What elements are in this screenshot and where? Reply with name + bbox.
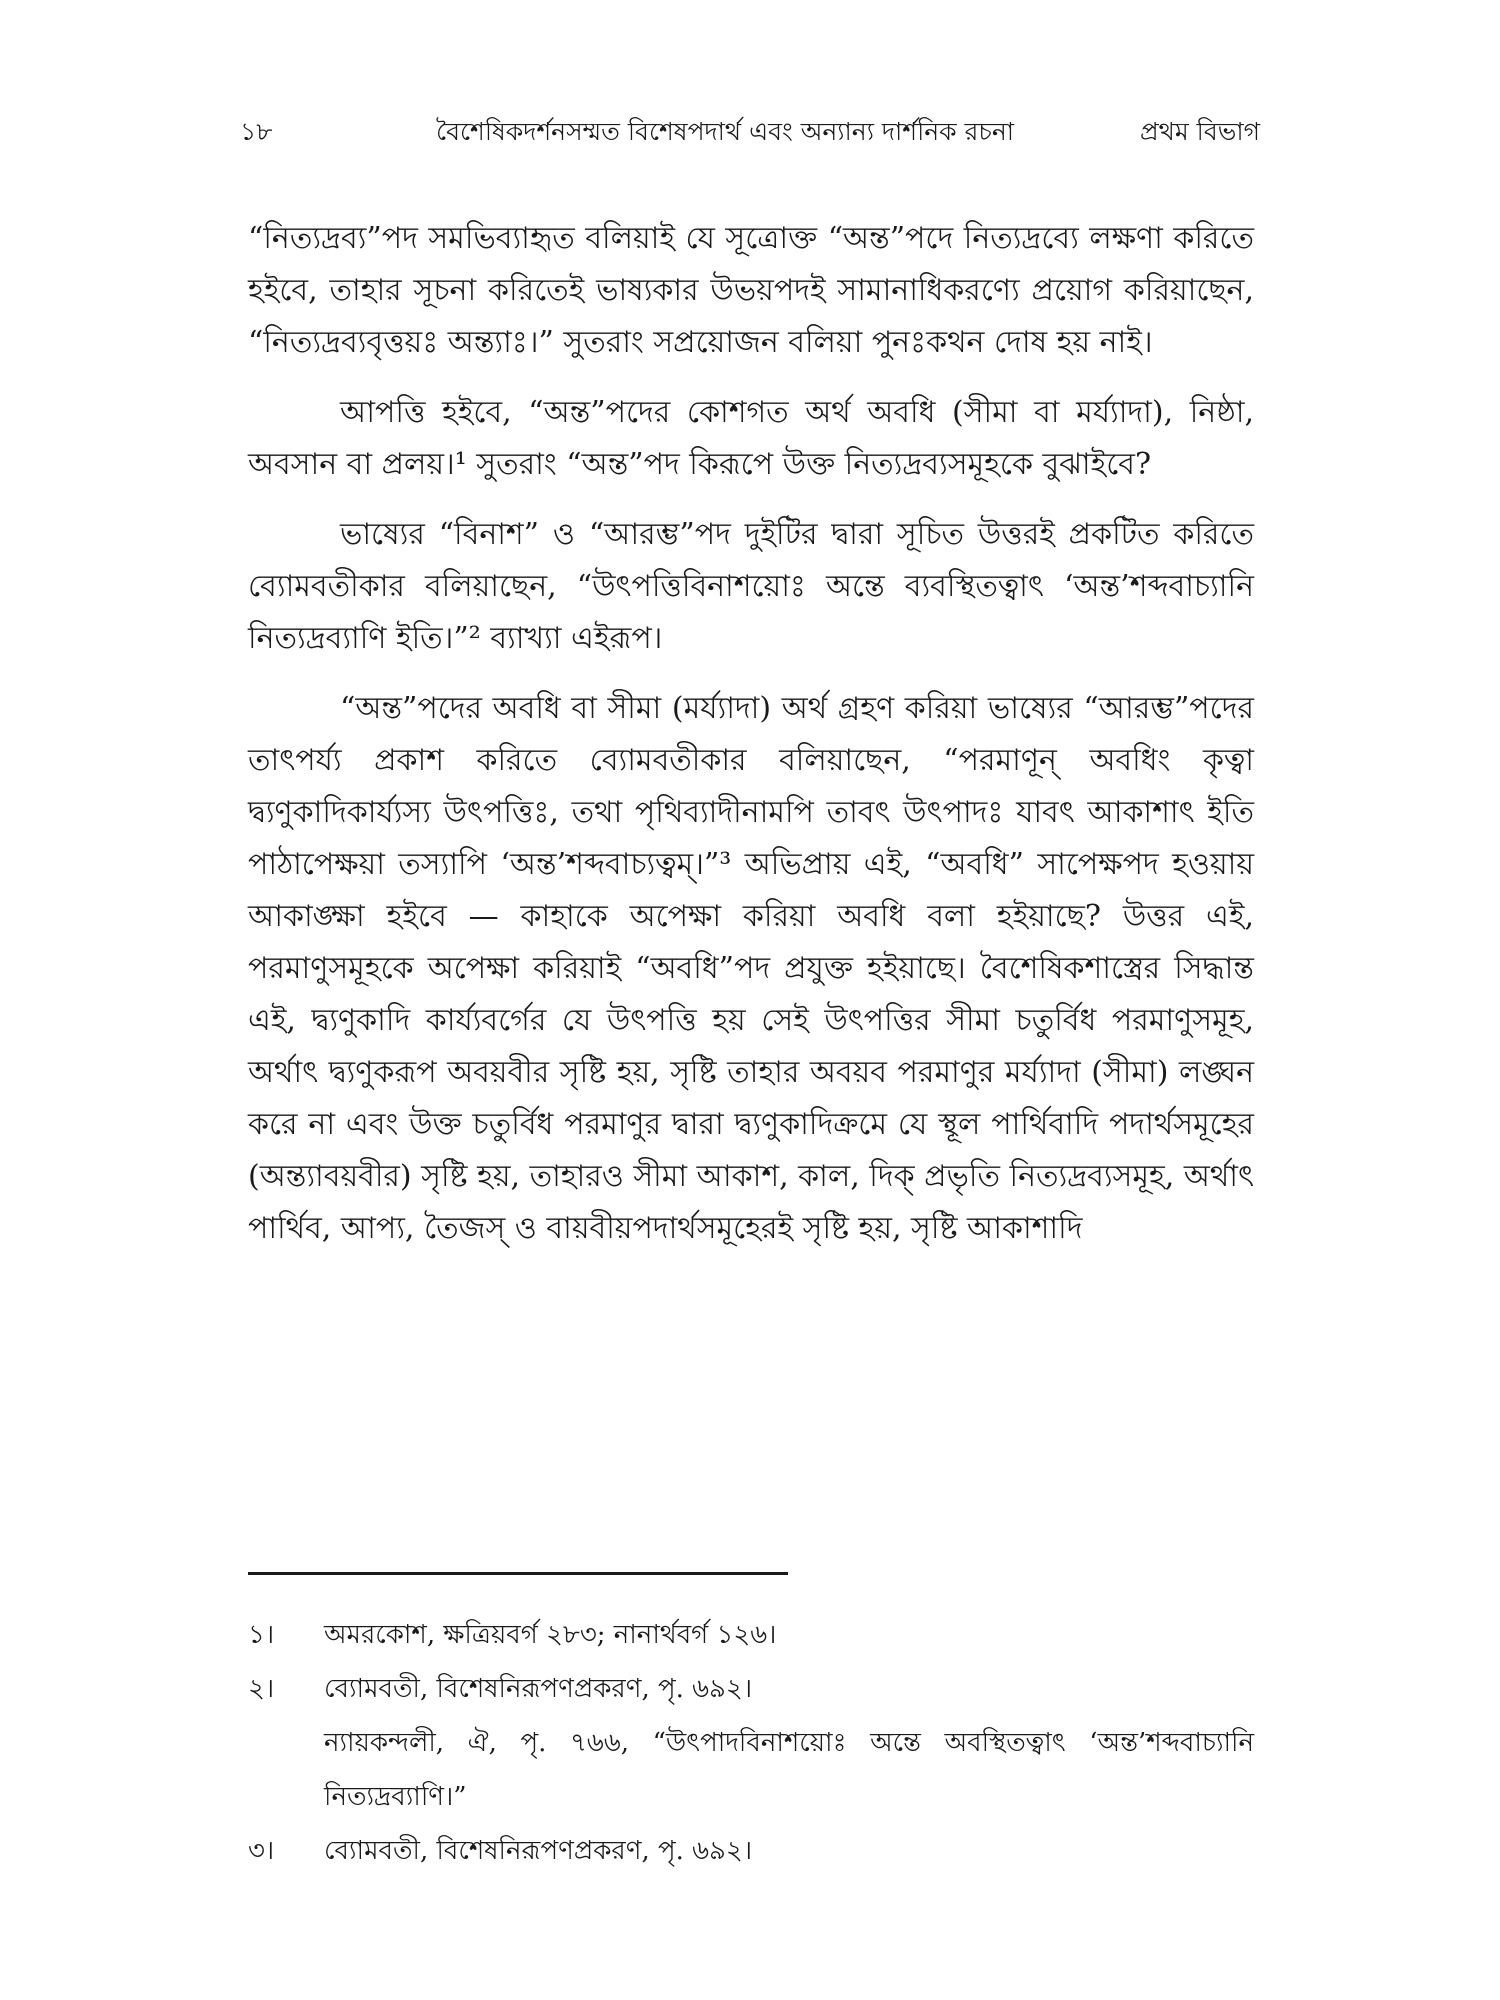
footnote-item bbox=[248, 1608, 1254, 1662]
footnote-text: ব্যোমবতী, বিশেষনিরূপণপ্রকরণ, পৃ. ৬৯২। bbox=[324, 1836, 753, 1866]
footnote-number: ২। bbox=[248, 1674, 275, 1704]
running-head bbox=[240, 112, 1260, 162]
section-label: প্রথম বিভাগ bbox=[1139, 117, 1260, 146]
paragraph: “অন্ত”পদের অবধি বা সীমা (মর্য্যাদা) অর্থ গ্রহণ করিয়া ভাষ্যের “আরম্ভ”পদের তাৎপর্য্য প্রকাশ করিতে ব্যোমবতীকার বলিয়াছেন, “পরমাণূন্ অবধিং কৃত্বা দ্ব্যণুকাদিকার্য্যস্য উৎপত্তিঃ, তথা পৃথিব্যাদীনামপি তাবৎ উৎপাদঃ যাবৎ আকাশাৎ ইতি পাঠাপেক্ষয়া তস্যাপি ‘অন্ত’শব্দবাচ্যত্বম্।”³ অভিপ্রায় এই, “অবধি” সাপেক্ষপদ হওয়ায় আকাঙ্ক্ষা হইবে — কাহাকে অপেক্ষা করিয়া অবধি বলা হইয়াছে? উত্তর এই, পরমাণুসমূহকে অপেক্ষা করিয়াই “অবধি”পদ প্রযুক্ত হইয়াছে। বৈশেষিকশাস্ত্রের সিদ্ধান্ত এই, দ্ব্যণুকাদি কার্য্যবর্গের যে উৎপত্তি হয় সেই উৎপত্তির সীমা চতুর্বিধ পরমাণুসমূহ, অর্থাৎ দ্ব্যণুকরূপ অবয়বীর সৃষ্টি হয়, সৃষ্টি তাহার অবয়ব পরমাণুর মর্য্যাদা (সীমা) লঙ্ঘন করে না এবং উক্ত চতুর্বিধ পরমাণুর দ্বারা দ্ব্যণুকাদিক্রমে যে স্থূল পার্থিবাদি পদার্থসমূহের (অন্ত্যাবয়বীর) সৃষ্টি হয়, তাহারও সীমা আকাশ, কাল, দিক্ প্রভৃতি নিত্যদ্রব্যসমূহ, অর্থাৎ পার্থিব, আপ্য, তৈজস্ ও বায়বীয়পদার্থসমূহেরই সৃষ্টি হয়, সৃষ্টি আকাশাদি bbox=[248, 691, 1255, 1246]
footnote-extra-text: ন্যায়কন্দলী, ঐ, পৃ. ৭৬৬, “উৎপাদবিনাশয়োঃ অন্তে অবস্থিতত্বাৎ ‘অন্ত’শব্দবাচ্যানি নিত্যদ্রব্যাণি।” bbox=[324, 1728, 1254, 1812]
paragraph: আপত্তি হইবে, “অন্ত”পদের কোশগত অর্থ অবধি (সীমা বা মর্য্যাদা), নিষ্ঠা, অবসান বা প্রলয়।¹ সুতরাং “অন্ত”পদ কিরূপে উক্ত নিত্যদ্রব্যসমূহকে বুঝাইবে? bbox=[248, 395, 1254, 482]
page-number: ১৮ bbox=[240, 117, 273, 146]
paragraph: “নিত্যদ্রব্য”পদ সমভিব্যাহৃত বলিয়াই যে সূত্রোক্ত “অন্ত”পদে নিত্যদ্রব্যে লক্ষণা করিতে হইবে, তাহার সূচনা করিতেই ভাষ্যকার উভয়পদই সামানাধিকরণ্যে প্রয়োগ করিয়াছেন, “নিত্যদ্রব্যবৃত্তয়ঃ অন্ত্যাঃ।” সুতরাং সপ্রয়োজন বলিয়া পুনঃকথন দোষ হয় নাই। bbox=[248, 221, 1254, 360]
paragraph: ভাষ্যের “বিনাশ” ও “আরম্ভ”পদ দুইটির দ্বারা সূচিত উত্তরই প্রকটিত করিতে ব্যোমবতীকার বলিয়াছেন, “উৎপত্তিবিনাশয়োঃ অন্তে ব্যবস্থিতত্বাৎ ‘অন্ত’শব্দবাচ্যানি নিত্যদ্রব্যাণি ইতি।”² ব্যাখ্যা এইরূপ। bbox=[248, 517, 1254, 656]
footnote-text: ব্যোমবতী, বিশেষনিরূপণপ্রকরণ, পৃ. ৬৯২। bbox=[324, 1674, 753, 1704]
footnote-text: অমরকোশ, ক্ষত্রিয়বর্গ ২৮৩; নানার্থবর্গ ১২৬। bbox=[324, 1620, 777, 1650]
footnote-divider bbox=[248, 1572, 788, 1575]
main-text bbox=[248, 213, 1254, 1273]
running-title: বৈশেষিকদর্শনসম্মত বিশেষপদার্থ এবং অন্যান্য দার্শনিক রচনা bbox=[435, 117, 1014, 146]
footnote-item bbox=[248, 1824, 1254, 1878]
footnote-number: ১। bbox=[248, 1620, 275, 1650]
footnote-item bbox=[248, 1662, 1254, 1824]
footnote-number: ৩। bbox=[248, 1836, 275, 1866]
footnotes bbox=[248, 1608, 1254, 1878]
